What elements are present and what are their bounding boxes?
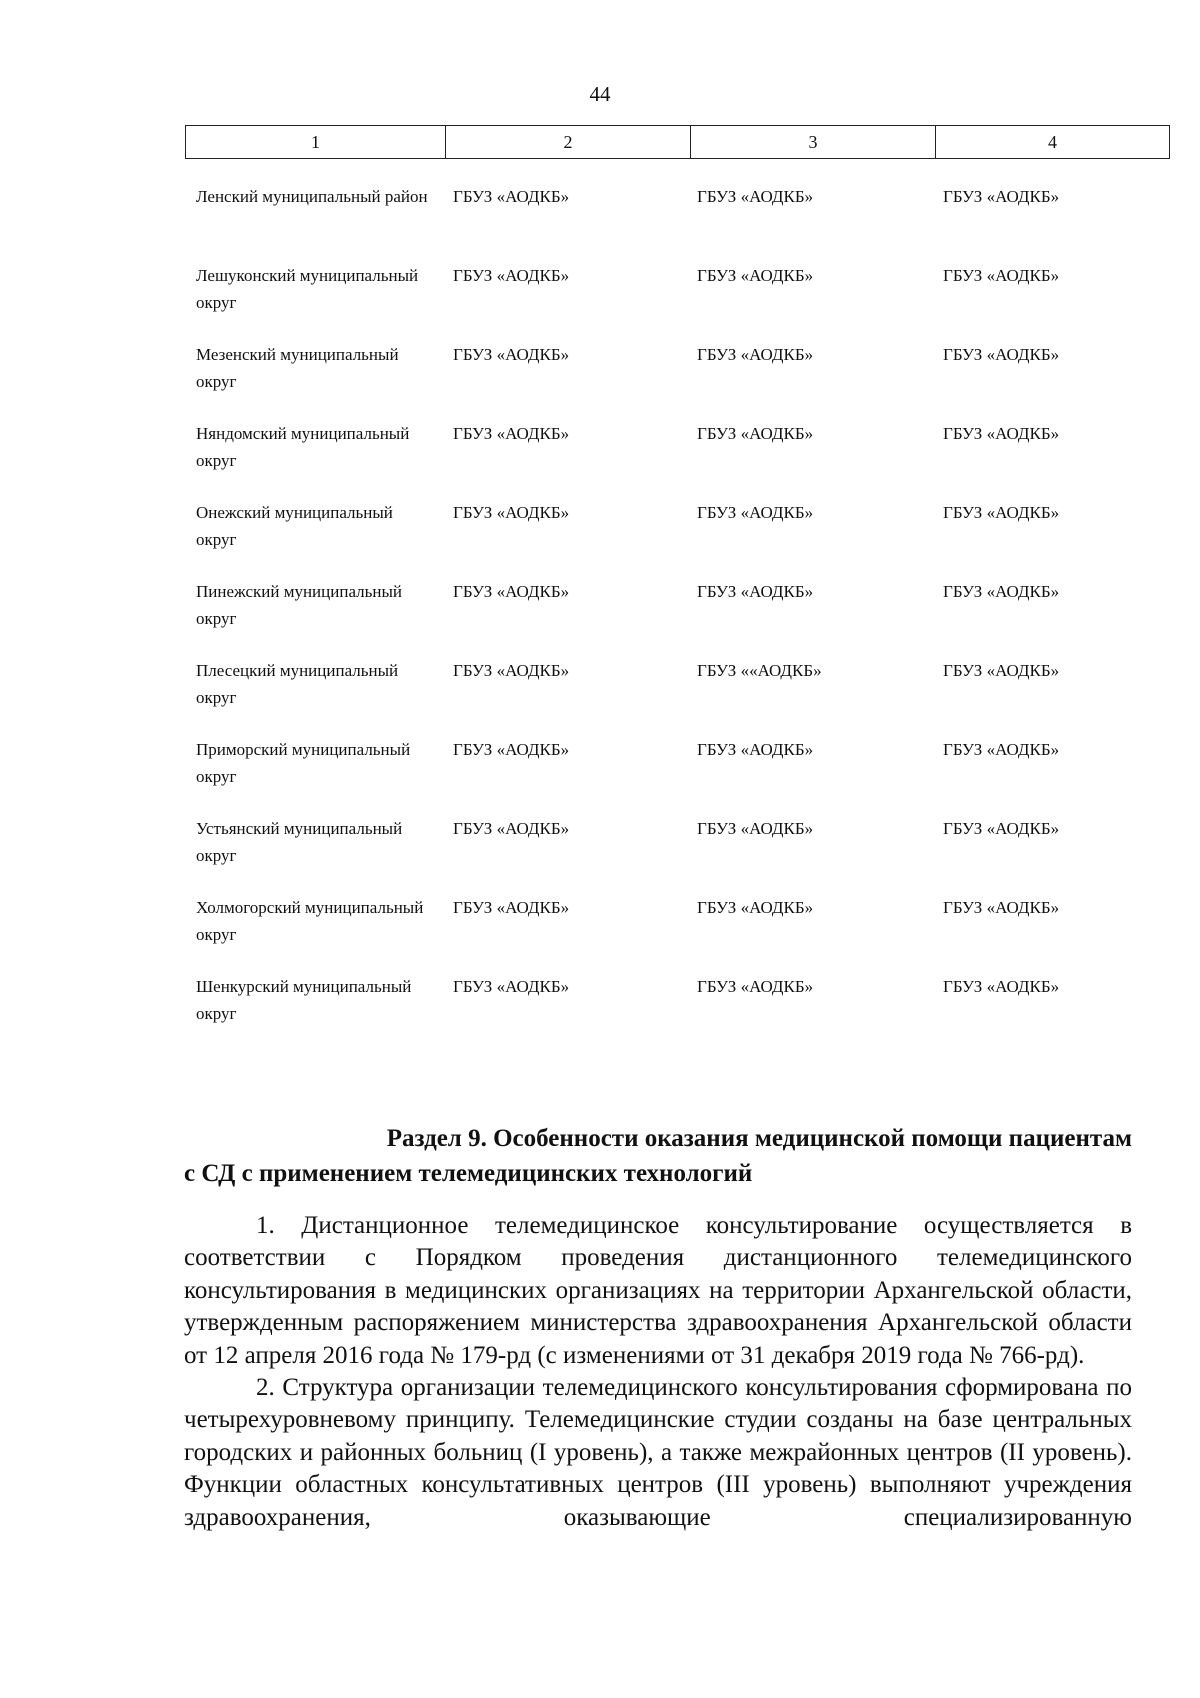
table-row <box>0 894 1200 973</box>
level-cell: ГБУЗ «АОДКБ» <box>943 582 1060 601</box>
table-body <box>0 183 1200 1052</box>
paragraph-2: 2. Структура организации телемедицинского консультирования сформирована по четырехуровневому принципу. Телемедицинские студии созданы на базе центральных городских и районных больниц (I уровень), а также межрайонных центров (II уровень). Функции областных консультативных центров (III уровень) выполняют учреждения здравоохранения, оказывающие специализированную <box>184 1374 1132 1531</box>
level-cell: ГБУЗ «АОДКБ» <box>697 503 814 522</box>
level-cell: ГБУЗ «АОДКБ» <box>943 661 1060 680</box>
level-cell: ГБУЗ «АОДКБ» <box>943 345 1060 364</box>
level-cell: ГБУЗ «АОДКБ» <box>697 424 814 443</box>
level-cell: ГБУЗ «АОДКБ» <box>697 187 814 206</box>
paragraph-1: 1. Дистанционное телемедицинское консультирование осуществляется в соответствии с Порядком проведения дистанционного телемедицинского консультирования в медицинских организациях на территории Архангельской области, утвержденным распоряжением министерства здравоохранения Архангельской области от 12 апреля 2016 года № 179-рд (с изменениями от 31 декабря 2019 года № 766-рд). <box>184 1212 1132 1369</box>
level-cell: ГБУЗ «АОДКБ» <box>697 582 814 601</box>
section-title <box>184 1121 1132 1191</box>
column-header-1: 1 <box>185 126 445 158</box>
table-row <box>0 578 1200 657</box>
column-header-4: 4 <box>935 126 1170 158</box>
level-cell: ГБУЗ «АОДКБ» <box>943 266 1060 285</box>
level-cell: ГБУЗ «АОДКБ» <box>453 345 570 364</box>
table-row <box>0 657 1200 736</box>
district-cell: Няндомский муниципальный округ <box>196 424 410 470</box>
level-cell: ГБУЗ «АОДКБ» <box>943 819 1060 838</box>
table-row <box>0 499 1200 578</box>
district-cell: Плесецкий муниципальный округ <box>196 661 399 707</box>
level-cell: ГБУЗ «АОДКБ» <box>697 898 814 917</box>
level-cell: ГБУЗ ««АОДКБ» <box>697 661 822 680</box>
section-body <box>184 1210 1132 1534</box>
level-cell: ГБУЗ «АОДКБ» <box>943 977 1060 996</box>
level-cell: ГБУЗ «АОДКБ» <box>943 898 1060 917</box>
table-row <box>0 262 1200 341</box>
district-cell: Мезенский муниципальный округ <box>196 345 399 391</box>
column-header-3: 3 <box>690 126 935 158</box>
level-cell: ГБУЗ «АОДКБ» <box>453 424 570 443</box>
level-cell: ГБУЗ «АОДКБ» <box>943 740 1060 759</box>
level-cell: ГБУЗ «АОДКБ» <box>943 503 1060 522</box>
level-cell: ГБУЗ «АОДКБ» <box>453 661 570 680</box>
table-row <box>0 736 1200 815</box>
table-header <box>185 125 1170 159</box>
level-cell: ГБУЗ «АОДКБ» <box>453 740 570 759</box>
page-number: 44 <box>589 82 611 106</box>
level-cell: ГБУЗ «АОДКБ» <box>453 977 570 996</box>
district-cell: Пинежский муниципальный округ <box>196 582 403 628</box>
level-cell: ГБУЗ «АОДКБ» <box>453 898 570 917</box>
district-cell: Ленский муниципальный район <box>196 187 428 206</box>
table-row <box>0 973 1200 1052</box>
level-cell: ГБУЗ «АОДКБ» <box>697 266 814 285</box>
table-row <box>0 815 1200 894</box>
level-cell: ГБУЗ «АОДКБ» <box>453 582 570 601</box>
column-header-2: 2 <box>445 126 690 158</box>
level-cell: ГБУЗ «АОДКБ» <box>453 819 570 838</box>
level-cell: ГБУЗ «АОДКБ» <box>697 740 814 759</box>
section-title-line-1: Раздел 9. Особенности оказания медицинской помощи пациентам <box>386 1125 1132 1152</box>
level-cell: ГБУЗ «АОДКБ» <box>943 187 1060 206</box>
district-cell: Приморский муниципальный округ <box>196 740 411 786</box>
table-row <box>0 183 1200 262</box>
level-cell: ГБУЗ «АОДКБ» <box>943 424 1060 443</box>
district-cell: Лешуконский муниципальный округ <box>196 266 419 312</box>
level-cell: ГБУЗ «АОДКБ» <box>697 977 814 996</box>
table-row <box>0 420 1200 499</box>
level-cell: ГБУЗ «АОДКБ» <box>453 503 570 522</box>
level-cell: ГБУЗ «АОДКБ» <box>453 266 570 285</box>
district-cell: Устьянский муниципальный округ <box>196 819 403 865</box>
district-cell: Онежский муниципальный округ <box>196 503 393 549</box>
level-cell: ГБУЗ «АОДКБ» <box>697 819 814 838</box>
level-cell: ГБУЗ «АОДКБ» <box>453 187 570 206</box>
level-cell: ГБУЗ «АОДКБ» <box>697 345 814 364</box>
district-cell: Шенкурский муниципальный округ <box>196 977 412 1023</box>
section-title-line-2: с СД с применением телемедицинских технологий <box>184 1160 753 1187</box>
table-row <box>0 341 1200 420</box>
district-cell: Холмогорский муниципальный округ <box>196 898 424 944</box>
